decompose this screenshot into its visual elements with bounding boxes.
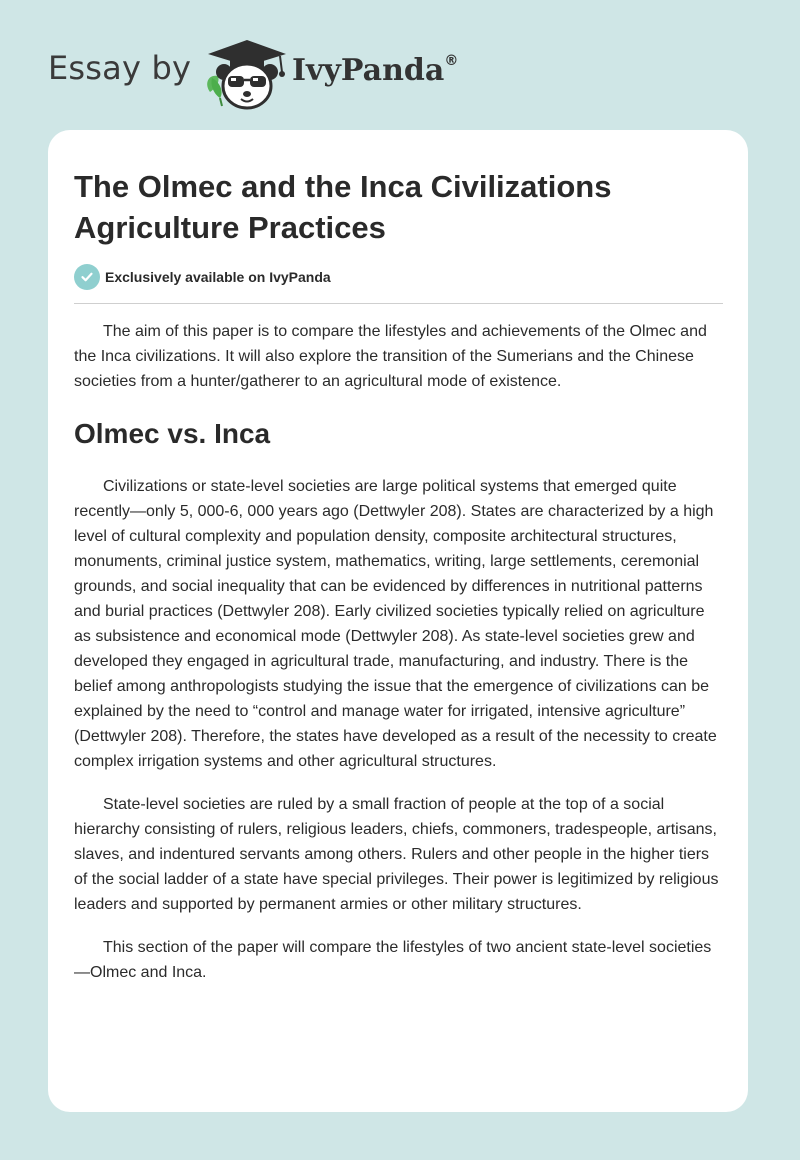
body-paragraph: Civilizations or state-level societies are large political systems that emerged quite recently—only 5, 000-6, 000 years ago (Dettwyler 208). States are characterized by a high level of cultural complexity and population density, composite architectural structures, monuments, criminal justice system, mathematics, writing, large settlements, ceremonial grounds, and social inequality that can be evidenced by differences in nutritional patterns and burial practices (Dettwyler 208). Early civilized societies typically relied on agriculture as subsistence and economical mode (Dettwyler 208). As state-level societies grew and developed they engaged in agricultural trade, manufacturing, and industry. There is the belief among anthropologists studying the issue that the emergence of civilizations can be explained by the need to “control and manage water for irrigated, intensive agriculture” (Dettwyler 208). Therefore, the states have developed as a result of the necessity to create complex irrigation systems and other agricultural structures. xyxy=(74,478,717,770)
registered-mark: ® xyxy=(444,53,459,69)
essay-card xyxy=(48,130,748,1112)
check-icon xyxy=(74,264,100,290)
exclusive-badge xyxy=(74,264,331,290)
panda-graduate-icon[interactable] xyxy=(202,34,292,114)
site-header xyxy=(48,34,548,114)
article-body xyxy=(74,319,724,1003)
body-paragraph: State-level societies are ruled by a small fraction of people at the top of a social hierarchy consisting of rulers, religious leaders, chiefs, commoners, tradespeople, artisans, slaves, and indentured servants among others. Rulers and other people in the higher tiers of the social ladder of a state have special privileges. Their power is legitimized by religious leaders and supported by permanent armies or other military structures. xyxy=(74,796,719,913)
body-paragraph: This section of the paper will compare the lifestyles of two ancient state-level societies—Olmec and Inca. xyxy=(74,939,712,981)
intro-paragraph: The aim of this paper is to compare the lifestyles and achievements of the Olmec and the Inca civilizations. It will also explore the transition of the Sumerians and the Chinese societies from a hunter/gatherer to an agricultural mode of existence. xyxy=(74,323,707,390)
essay-by-label: Essay by xyxy=(48,49,192,87)
brand-text: IvyPanda xyxy=(292,53,445,88)
brand-name[interactable] xyxy=(292,53,459,88)
exclusive-text: Exclusively available on IvyPanda xyxy=(105,269,331,285)
page-title: The Olmec and the Inca Civilizations Agriculture Practices xyxy=(74,169,612,245)
divider xyxy=(74,303,723,304)
section-heading: Olmec vs. Inca xyxy=(74,418,271,449)
